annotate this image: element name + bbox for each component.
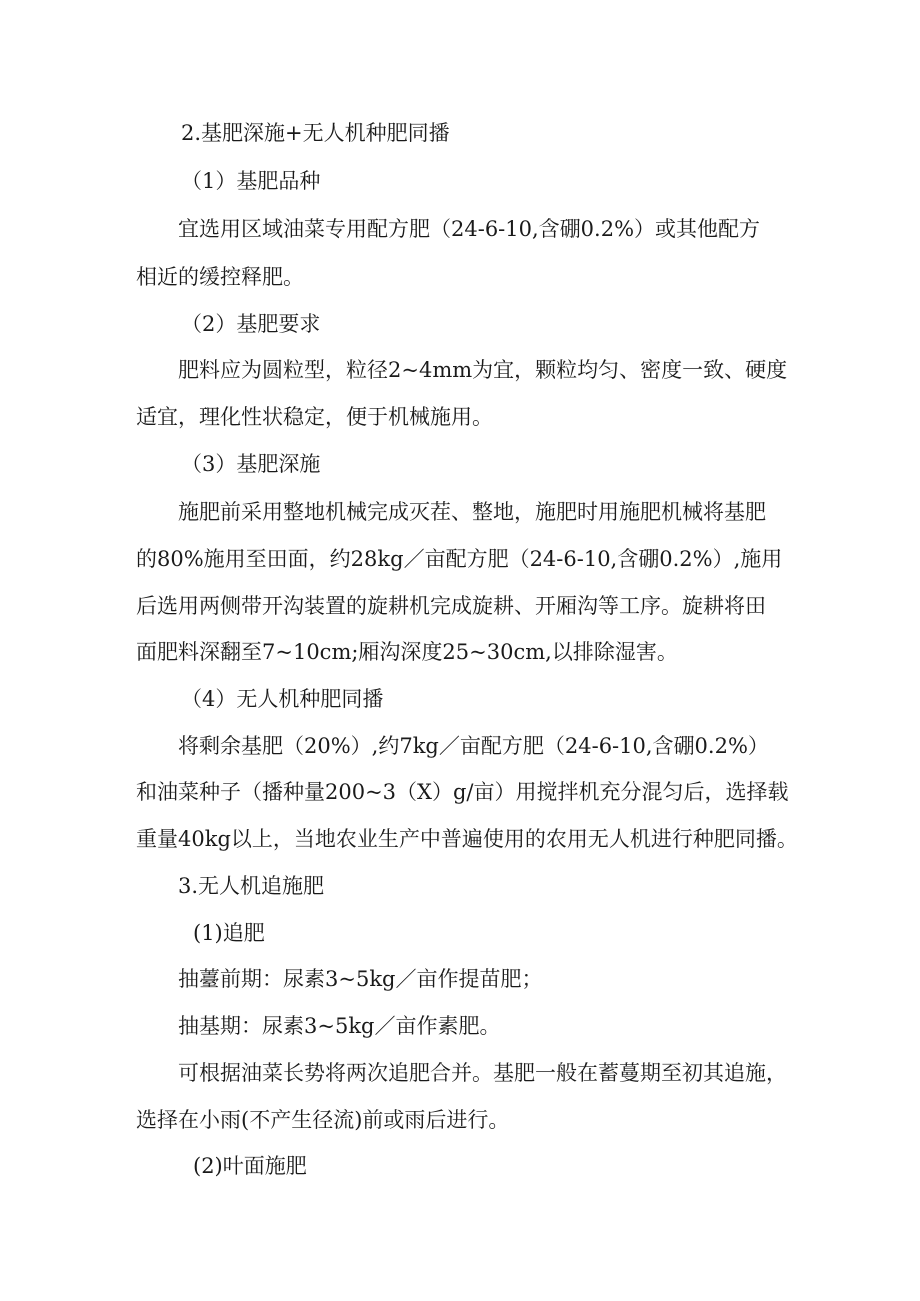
subheading-4: （4）无人机种肥同播 <box>181 687 384 711</box>
paragraph-line: 的80%施用至田面，约28kg／亩配方肥（24-6-10,含硼0.2%）,施用 <box>136 547 783 571</box>
paragraph-line: 相近的缓控释肥。 <box>136 265 304 289</box>
subheading-foliar: (2)叶面施肥 <box>193 1154 307 1178</box>
paragraph-line: 和油菜种子（播种量200~3（X）g/亩）用搅拌机充分混匀后，选择载 <box>136 780 789 804</box>
paragraph-line: 宜选用区域油菜专用配方肥（24-6-10,含硼0.2%）或其他配方 <box>178 217 761 241</box>
paragraph-line: 选择在小雨(不产生径流)前或雨后进行。 <box>136 1108 510 1132</box>
paragraph-line: 肥料应为圆粒型，粒径2~4mm为宜，颗粒均匀、密度一致、硬度 <box>178 358 788 382</box>
section-heading-3: 3.无人机追施肥 <box>178 874 325 898</box>
paragraph-line: 重量40kg以上，当地农业生产中普遍使用的农用无人机进行种肥同播。 <box>136 827 798 851</box>
paragraph-line: 适宜，理化性状稳定，便于机械施用。 <box>136 405 493 429</box>
subheading-3: （3）基肥深施 <box>181 452 321 476</box>
paragraph-line: 后选用两侧带开沟装置的旋耕机完成旋耕、开厢沟等工序。旋耕将田 <box>136 594 766 618</box>
paragraph-line: 面肥料深翻至7~10cm;厢沟深度25~30cm,以排除湿害。 <box>136 640 678 664</box>
paragraph-line: 可根据油菜长势将两次追肥合并。基肥一般在蓄蔓期至初其追施， <box>178 1061 787 1085</box>
subheading-1: （1）基肥品种 <box>181 169 321 193</box>
section-heading-2: 2.基肥深施+无人机种肥同播 <box>181 121 450 145</box>
paragraph-line: 抽基期：尿素3~5kg／亩作素肥。 <box>178 1014 501 1038</box>
paragraph-line: 将剩余基肥（20%）,约7kg／亩配方肥（24-6-10,含硼0.2%） <box>178 734 769 758</box>
paragraph-line: 施肥前采用整地机械完成灭茬、整地，施肥时用施肥机械将基肥 <box>178 500 766 524</box>
subheading-2: （2）基肥要求 <box>181 312 321 336</box>
paragraph-line: 抽薹前期：尿素3~5kg／亩作提苗肥； <box>178 967 543 991</box>
subheading-topdress: (1)追肥 <box>193 921 265 945</box>
